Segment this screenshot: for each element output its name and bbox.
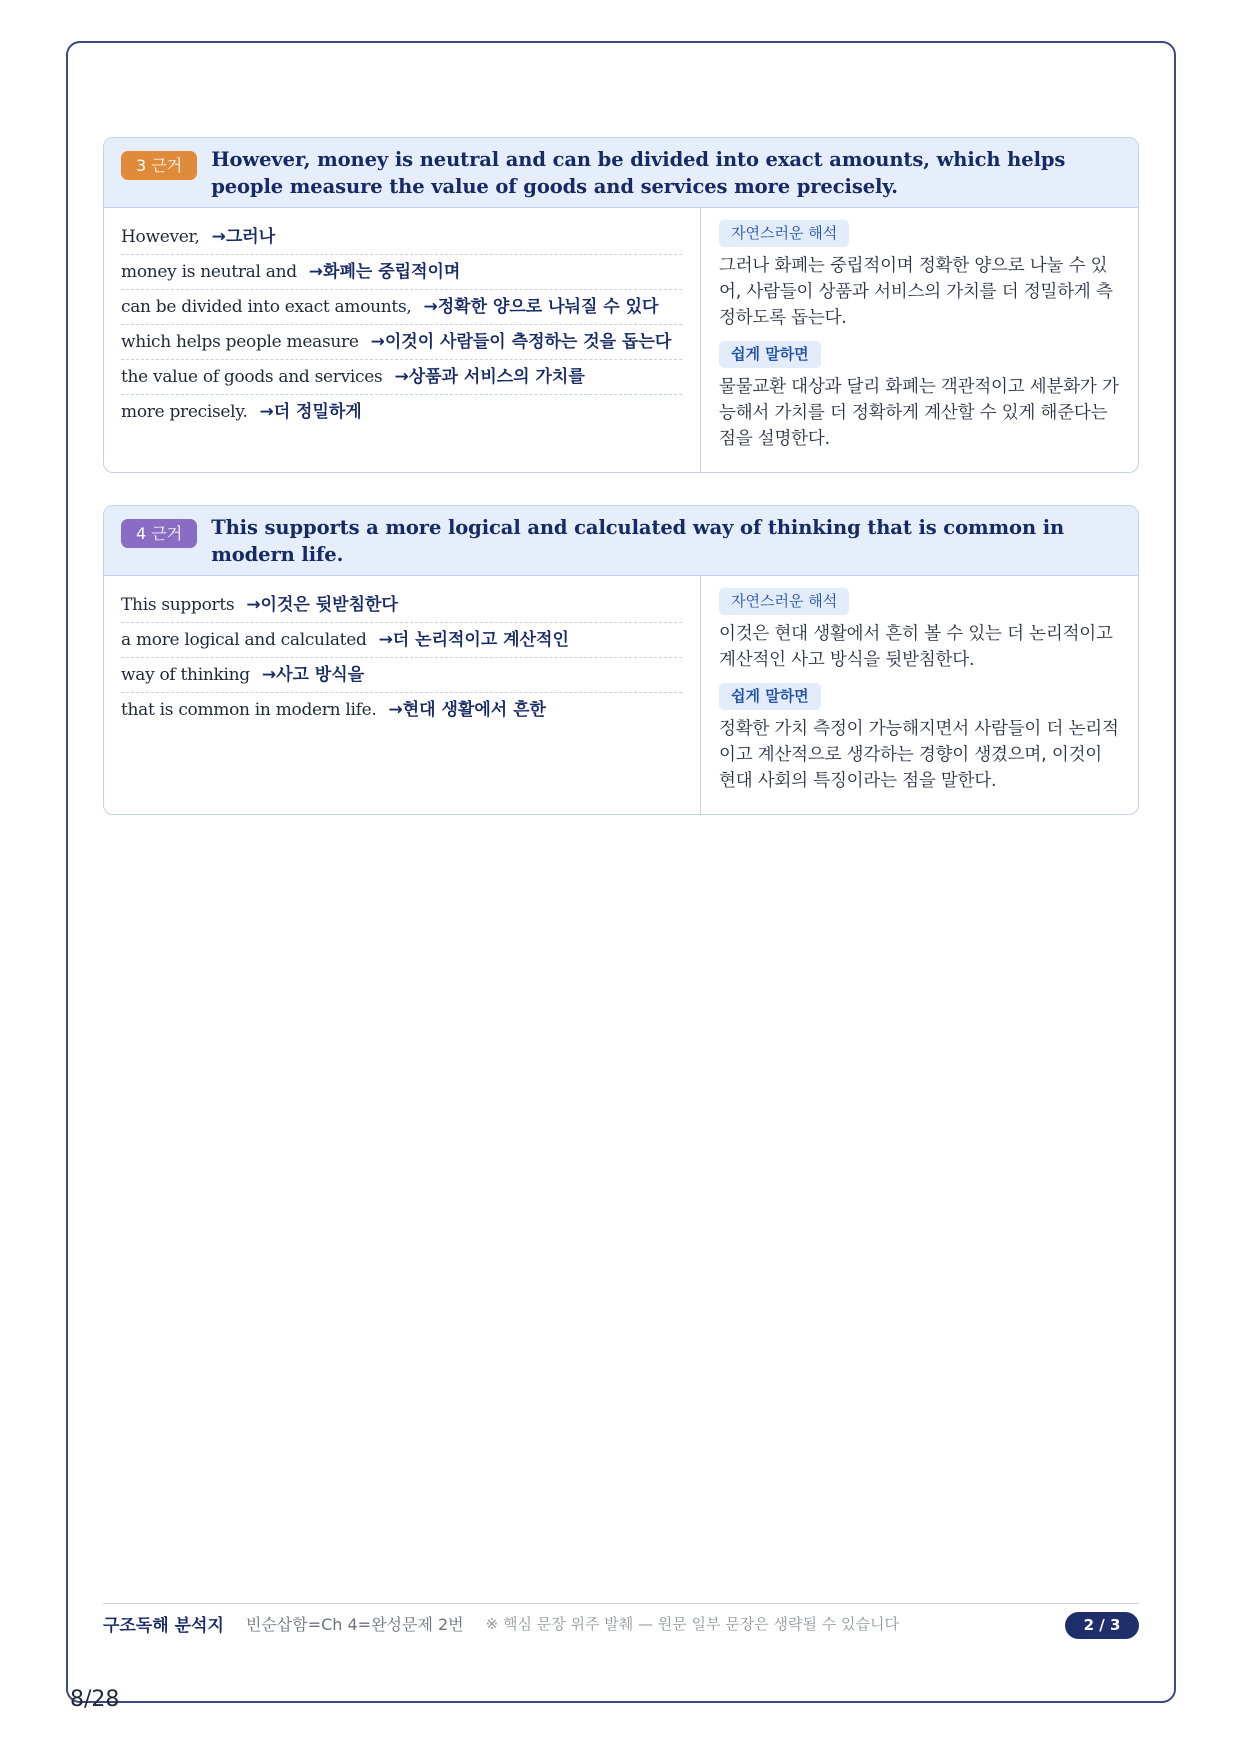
- block-header: [104, 138, 1138, 208]
- easy-explanation: 물물교환 대상과 달리 화폐는 객관적이고 세분화가 가능해서 가치를 더 정확하게 계산할 수 있게 해준다는 점을 설명한다.: [719, 377, 1119, 449]
- reason-badge: 4 근거: [121, 519, 197, 548]
- phrase-korean: →이것이 사람들이 측정하는 것을 돕는다: [370, 332, 672, 352]
- phrase-english: can be divided into exact amounts,: [121, 297, 412, 317]
- easy-explanation-label: 쉽게 말하면: [719, 683, 821, 710]
- footer-title: 구조독해 분석지: [103, 1616, 224, 1636]
- phrase-korean: →화폐는 중립적이며: [308, 262, 461, 282]
- block-header: [104, 506, 1138, 576]
- phrase-english: However,: [121, 227, 200, 247]
- interpretation-panel: [701, 208, 1138, 472]
- interpretation-panel: [701, 576, 1138, 814]
- page-footer: [103, 1603, 1139, 1643]
- reason-block-4: [103, 505, 1139, 815]
- phrase-row: [121, 588, 682, 623]
- phrase-row: [121, 290, 682, 325]
- natural-translation-label: 자연스러운 해석: [719, 588, 849, 615]
- phrase-english: which helps people measure: [121, 332, 359, 352]
- phrase-korean: →사고 방식을: [261, 665, 365, 685]
- phrase-row: [121, 255, 682, 290]
- reason-block-3: [103, 137, 1139, 473]
- phrase-row: [121, 325, 682, 360]
- phrase-korean: →상품과 서비스의 가치를: [394, 367, 585, 387]
- easy-explanation-label: 쉽게 말하면: [719, 341, 821, 368]
- natural-translation: 이것은 현대 생활에서 흔히 볼 수 있는 더 논리적이고 계산적인 사고 방식을 뒷받침한다.: [719, 624, 1113, 670]
- footer-note: ※ 핵심 문장 위주 발췌 — 원문 일부 문장은 생략될 수 있습니다: [485, 1615, 899, 1633]
- source-sentence: However, money is neutral and can be divided into exact amounts, which helps people measure the value of goods and services more precisely.: [211, 148, 1066, 198]
- phrase-row: [121, 395, 682, 429]
- footer-source: 빈순삽함=Ch 4=완성문제 2번: [245, 1615, 464, 1634]
- phrase-breakdown: [104, 576, 701, 814]
- phrase-english: money is neutral and: [121, 262, 297, 282]
- phrase-row: [121, 360, 682, 395]
- phrase-korean: →더 정밀하게: [259, 402, 362, 422]
- phrase-english: way of thinking: [121, 665, 250, 685]
- phrase-english: This supports: [121, 595, 235, 615]
- natural-translation: 그러나 화폐는 중립적이며 정확한 양으로 나눌 수 있어, 사람들이 상품과 서비스의 가치를 더 정밀하게 측정하도록 돕는다.: [719, 256, 1113, 328]
- reason-badge: 3 근거: [121, 151, 197, 180]
- phrase-english: more precisely.: [121, 402, 248, 422]
- natural-translation-label: 자연스러운 해석: [719, 220, 849, 247]
- page-indicator: 2 / 3: [1065, 1612, 1139, 1639]
- phrase-row: [121, 693, 682, 727]
- phrase-korean: →현대 생활에서 흔한: [388, 700, 546, 720]
- phrase-korean: →더 논리적이고 계산적인: [378, 630, 569, 650]
- phrase-korean: →그러나: [211, 227, 276, 247]
- phrase-english: the value of goods and services: [121, 367, 383, 387]
- phrase-row: [121, 220, 682, 255]
- phrase-english: that is common in modern life.: [121, 700, 377, 720]
- source-sentence: This supports a more logical and calculated way of thinking that is common in modern life.: [211, 516, 1065, 566]
- easy-explanation: 정확한 가치 측정이 가능해지면서 사람들이 더 논리적이고 계산적으로 생각하는 경향이 생겼으며, 이것이 현대 사회의 특징이라는 점을 말한다.: [719, 719, 1119, 791]
- phrase-korean: →정확한 양으로 나눠질 수 있다: [423, 297, 659, 317]
- phrase-korean: →이것은 뒷받침한다: [246, 595, 398, 615]
- phrase-breakdown: [104, 208, 701, 472]
- phrase-english: a more logical and calculated: [121, 630, 367, 650]
- sheet-number: 8/28: [70, 1687, 120, 1712]
- phrase-row: [121, 623, 682, 658]
- phrase-row: [121, 658, 682, 693]
